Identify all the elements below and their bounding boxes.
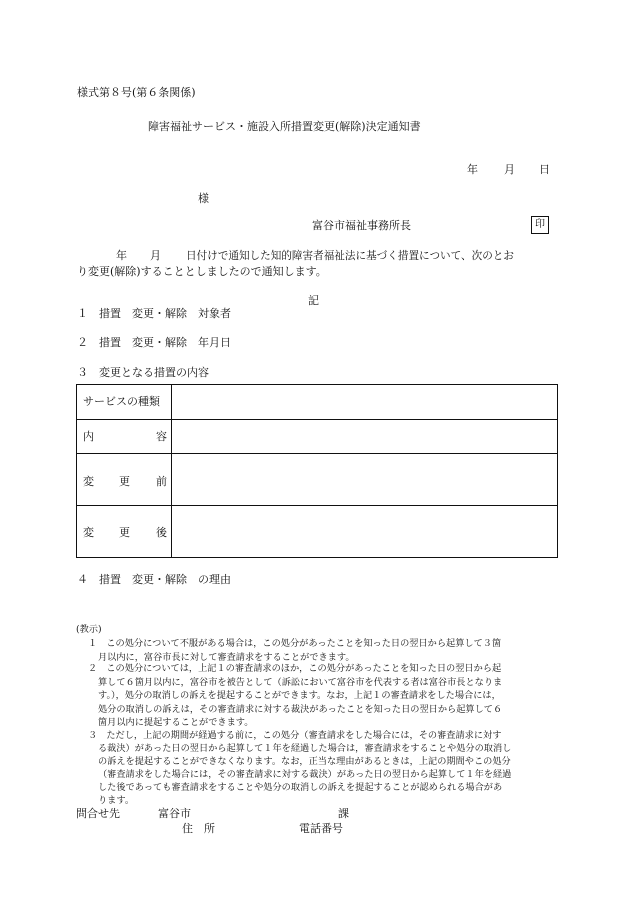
contact-label: 問合せ先 [76, 807, 120, 820]
label-content-char: 容 [156, 430, 167, 443]
label-after-char: 更 [119, 526, 130, 539]
label-content-char: 内 [83, 430, 94, 443]
body-line2: り変更(解除)することとしましたので通知します。 [77, 265, 327, 278]
label-after-char: 変 [83, 526, 94, 539]
note-line: る裁決）があった日の翌日から起算して１年を経過した場合は，審査請求をすることや処分の取消し [98, 743, 512, 754]
notes-heading: (教示) [76, 624, 102, 635]
label-service-type: サービスの種類 [83, 395, 160, 408]
date-day: 日 [539, 163, 550, 176]
note-line: 月以内に，富谷市長に対して審査請求をすることができます。 [98, 652, 355, 663]
contact-city: 富谷市 [158, 807, 191, 820]
seal-mark: 印 [531, 216, 549, 234]
label-before-char: 変 [83, 475, 94, 488]
table-row-divider [77, 453, 557, 454]
table-row-divider [77, 505, 557, 506]
contact-phone-label: 電話番号 [299, 822, 343, 835]
item-change-content: ３ 変更となる措置の内容 [77, 366, 209, 379]
issuer-name: 富谷市福祉事務所長 [312, 219, 411, 232]
note-line: す。），処分の取消しの訴えを提起することができます。なお，上記１の審査請求をした場合には， [98, 690, 501, 701]
body-line1-rest: 日付けで通知した知的障害者福祉法に基づく措置について、次のとお [186, 250, 514, 262]
item-change-reason: ４ 措置 変更・解除 の理由 [77, 573, 231, 586]
note-line: した後であっても審査請求をすることや処分の取消しの訴えを提起することが認められる場合があ [98, 782, 503, 793]
table-column-divider [171, 385, 172, 557]
table-row-divider [77, 419, 557, 420]
note-line: 算して６箇月以内に，富谷市を被告として（訴訟において富谷市を代表する者は富谷市長となりま [98, 677, 503, 688]
label-before-char: 前 [156, 475, 167, 488]
label-before-char: 更 [119, 475, 130, 488]
note-line: １ この処分について不服がある場合は，この処分があったことを知った日の翌日から起算して３箇 [88, 638, 502, 649]
item-target-person: １ 措置 変更・解除 対象者 [77, 307, 231, 320]
note-line: の訴えを提起することができなくなります。なお，正当な理由があるときは，上記の期間やこの処分 [98, 756, 511, 767]
date-year: 年 [467, 163, 478, 176]
ki-marker: 記 [308, 294, 319, 307]
note-line: ります。 [98, 795, 135, 806]
note-line: 箇月以内に提起することができます。 [98, 717, 254, 728]
change-content-table [76, 384, 558, 558]
contact-section: 課 [338, 807, 349, 820]
body-month: 月 [150, 249, 161, 262]
label-after-char: 後 [156, 526, 167, 539]
note-line: ２ この処分については，上記１の審査請求のほか，この処分があったことを知った日の翌日から起 [88, 663, 502, 674]
body-year: 年 [116, 249, 127, 262]
note-line: ３ ただし，上記の期間が経過する前に，この処分（審査請求をした場合には，その審査請求に対す [88, 730, 502, 741]
note-line: （審査請求をした場合には，その審査請求に対する裁決）があった日の翌日から起算して１年を経過 [98, 769, 512, 780]
contact-address-label: 住 所 [182, 822, 215, 835]
item-change-date: ２ 措置 変更・解除 年月日 [77, 336, 231, 349]
date-month: 月 [504, 163, 515, 176]
form-number: 様式第８号(第６条関係) [77, 86, 196, 99]
recipient-suffix: 様 [198, 192, 209, 205]
document-title: 障害福祉サービス・施設入所措置変更(解除)決定通知書 [148, 120, 421, 133]
note-line: 処分の取消しの訴えは，その審査請求に対する裁決があったことを知った日の翌日から起算して６ [98, 704, 503, 715]
